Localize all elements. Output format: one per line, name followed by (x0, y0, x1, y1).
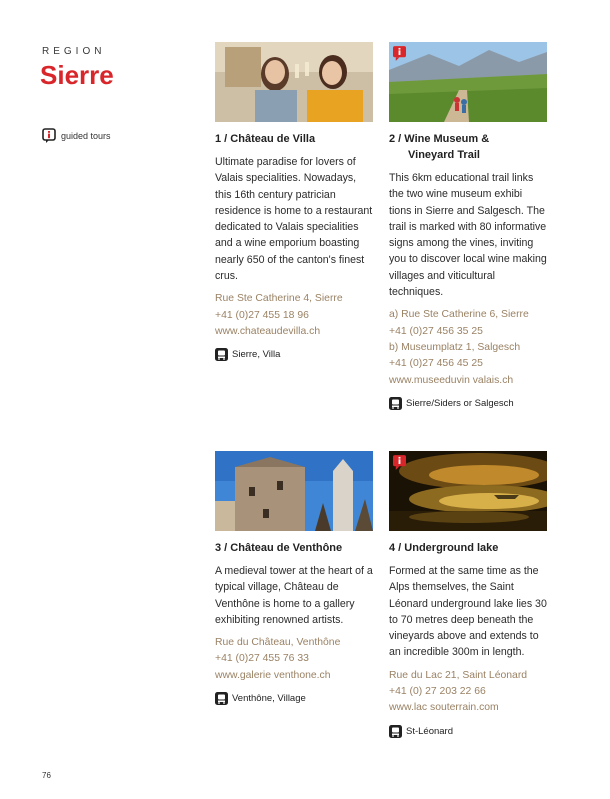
bus-icon (215, 692, 228, 705)
bus-icon (389, 397, 402, 410)
address-line: Rue du Château, Venthône (215, 637, 341, 649)
card-title-line2: Vineyard Trail (408, 149, 480, 161)
transport-label: St-Léonard (406, 725, 454, 737)
page-title: Sierre (40, 60, 114, 90)
address-line: Rue Ste Catherine 4, Sierre (215, 293, 343, 305)
transport-label: Venthône, Village (232, 693, 306, 705)
address-line: Rue du Lac 21, Saint Léonard (389, 669, 528, 681)
photo-chateau-de-villa (215, 42, 373, 122)
page-number: 76 (42, 771, 51, 780)
address-line: a) Rue Ste Catherine 6, Sierre (389, 309, 529, 321)
transport-stop (389, 397, 547, 410)
attraction-card-1 (215, 42, 373, 361)
card-description: A medieval tower at the heart of a typical village, Château de Venthône is home to a gallery exhibiting renowned artists. (215, 565, 373, 626)
phone-line: +41 (0)27 455 76 33 (215, 653, 309, 665)
card-title: 4 / Underground lake (389, 542, 499, 554)
legend-guided-tours (42, 128, 111, 144)
transport-stop (389, 725, 547, 738)
legend-text: guided tours (61, 131, 111, 141)
attraction-card-2 (389, 42, 547, 410)
address-line: b) Museumplatz 1, Salgesch (389, 341, 521, 353)
website-link[interactable]: www.galerie venthone.ch (215, 669, 331, 681)
transport-label: Sierre/Siders or Salgesch (406, 397, 514, 409)
phone-line: +41 (0)27 456 35 25 (389, 325, 483, 337)
region-label: REGION (42, 46, 106, 57)
website-link[interactable]: www.lac souterrain.com (389, 702, 499, 714)
info-icon (42, 128, 56, 144)
phone-line: +41 (0)27 456 45 25 (389, 358, 483, 370)
website-link[interactable]: www.museeduvin valais.ch (389, 374, 514, 386)
guided-tours-badge-icon (393, 455, 406, 470)
bus-icon (389, 725, 402, 738)
phone-line: +41 (0)27 455 18 96 (215, 309, 309, 321)
transport-stop (215, 692, 373, 705)
photo-chateau-de-venthone (215, 451, 373, 531)
website-link[interactable]: www.chateaudevilla.ch (215, 325, 321, 337)
transport-label: Sierre, Villa (232, 349, 281, 361)
card-description: Ultimate paradise for lovers of Valais specialities. Nowadays, this 16th century patrician residence is home to a restaurant dedicated to Valais specialities and a wine emporium boasting nearly 650 of the canton's finest crus. (215, 156, 373, 283)
photo-underground-lake (389, 451, 547, 531)
transport-stop (215, 348, 373, 361)
card-title: 2 / Wine Museum & (389, 133, 490, 145)
attraction-card-4 (389, 451, 547, 738)
guided-tours-badge-icon (393, 46, 406, 61)
photo-wine-museum (389, 42, 547, 122)
phone-line: +41 (0) 27 203 22 66 (389, 686, 486, 698)
card-description: Formed at the same time as the Alps themselves, the Saint Léonard underground lake lies 30 to 70 metres deep beneath the vineyards above and extends to an incredible 300m in length. (389, 565, 547, 659)
card-description: This 6km educational trail links the two wine museum exhibi tions in Sierre and Salgesch. The trail is marked with 80 informative signs among the vines, inviting you to discover local wine making villages and viticultural techniques. (389, 172, 547, 299)
attraction-card-3 (215, 451, 373, 705)
card-title: 1 / Château de Villa (215, 133, 316, 145)
bus-icon (215, 348, 228, 361)
card-title: 3 / Château de Venthône (215, 542, 343, 554)
